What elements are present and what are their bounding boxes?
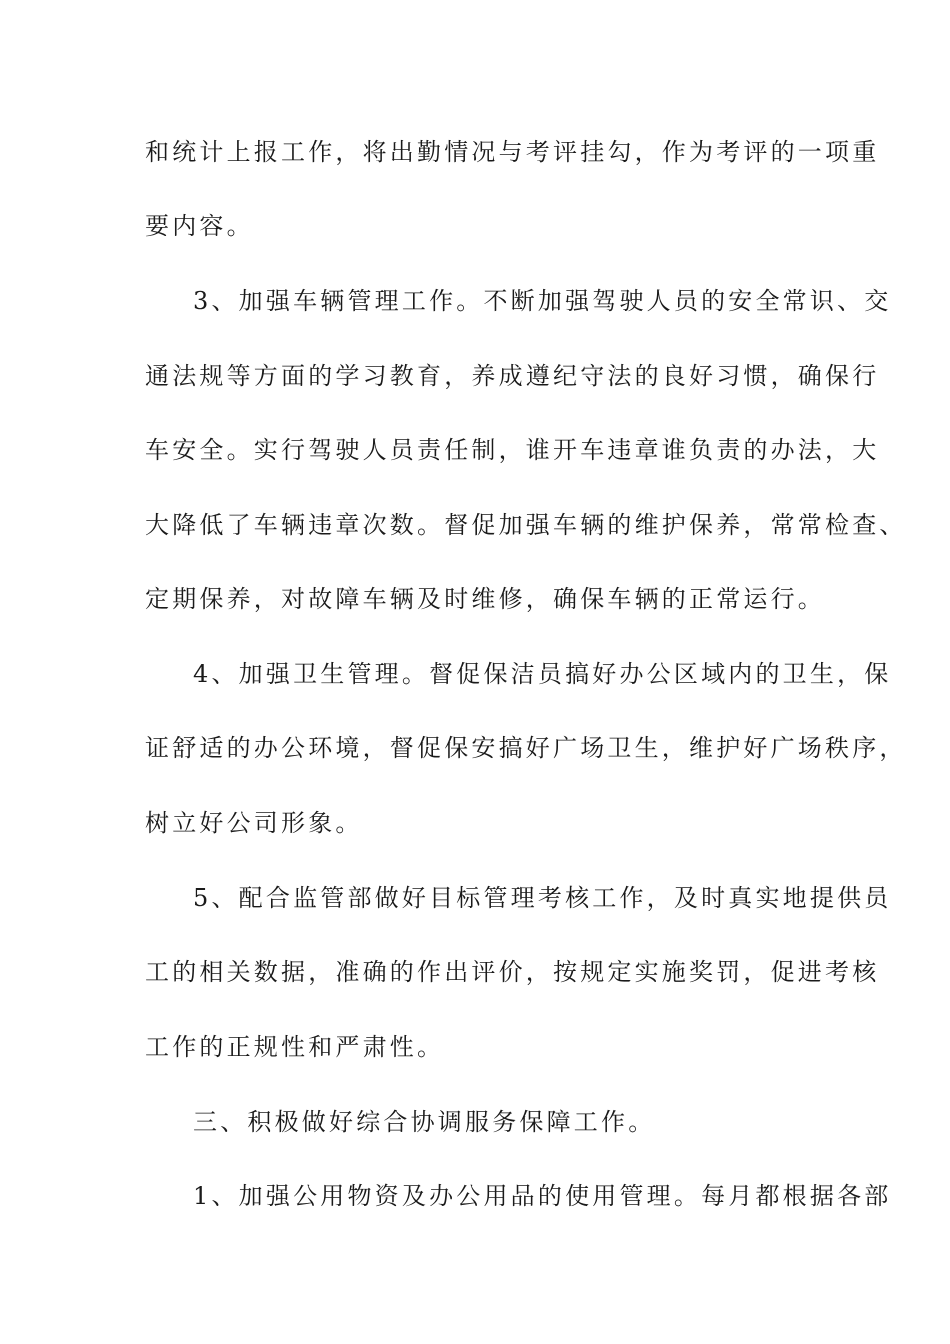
text-line: 工作的正规性和严肃性。 bbox=[145, 1033, 445, 1061]
text-line: 通法规等方面的学习教育，养成遵纪守法的良好习惯，确保行 bbox=[145, 362, 880, 390]
text-line: 工的相关数据，准确的作出评价，按规定实施奖罚，促进考核 bbox=[145, 958, 880, 986]
text-line: 车安全。实行驾驶人员责任制，谁开车违章谁负责的办法，大 bbox=[145, 436, 880, 464]
section-heading: 三、积极做好综合协调服务保障工作。 bbox=[193, 1108, 656, 1136]
text-line: 3、加强车辆管理工作。不断加强驾驶人员的安全常识、交 bbox=[193, 287, 892, 315]
text-line: 要内容。 bbox=[145, 212, 254, 240]
text-line: 大降低了车辆违章次数。督促加强车辆的维护保养，常常检查、 bbox=[145, 511, 907, 539]
text-line: 证舒适的办公环境，督促保安搞好广场卫生，维护好广场秩序， bbox=[145, 734, 907, 762]
text-line: 5、配合监管部做好目标管理考核工作，及时真实地提供员 bbox=[193, 884, 892, 912]
text-line: 1、加强公用物资及办公用品的使用管理。每月都根据各部 bbox=[193, 1182, 892, 1210]
text-line: 和统计上报工作，将出勤情况与考评挂勾，作为考评的一项重 bbox=[145, 138, 880, 166]
text-line: 4、加强卫生管理。督促保洁员搞好办公区域内的卫生，保 bbox=[193, 660, 892, 688]
text-line: 树立好公司形象。 bbox=[145, 809, 363, 837]
text-line: 定期保养，对故障车辆及时维修，确保车辆的正常运行。 bbox=[145, 585, 825, 613]
